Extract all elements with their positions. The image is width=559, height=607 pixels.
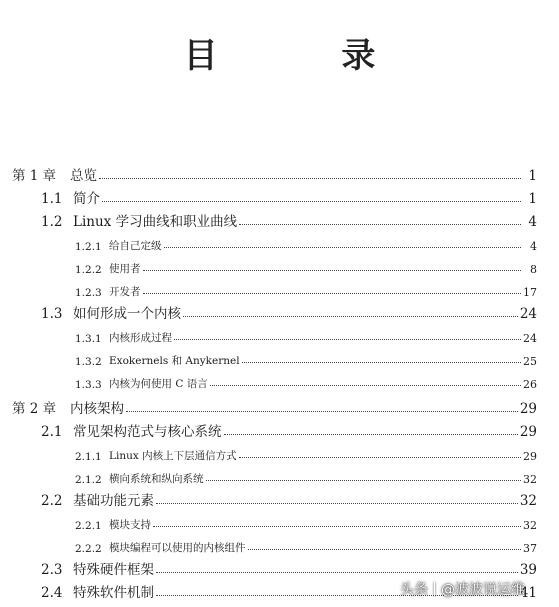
page-title: 目 录	[183, 36, 432, 76]
toc-entry-label: 模块支持	[109, 519, 151, 531]
toc-entry-label: Linux 内核上下层通信方式	[109, 450, 237, 462]
toc-entry-page: 4	[530, 240, 537, 253]
toc-entry-page: 37	[523, 542, 537, 555]
toc-entry-chapter	[0, 395, 559, 417]
toc-entry-section	[0, 556, 559, 578]
dot-leader	[239, 224, 521, 225]
dot-leader	[206, 480, 522, 481]
toc-entry-section	[0, 185, 559, 207]
dot-leader	[164, 247, 522, 248]
toc-entry-number: 第 1 章	[12, 168, 57, 184]
toc-entry-chapter	[0, 162, 559, 184]
toc-entry-subsection	[0, 254, 559, 276]
toc-entry-page: 1	[528, 168, 537, 184]
toc-entry-section	[0, 208, 559, 230]
dot-leader	[248, 549, 522, 550]
toc-entry-label: 给自己定级	[109, 240, 162, 252]
toc-entry-subsection	[0, 533, 559, 555]
toc-entry-page: 24	[523, 332, 537, 345]
toc-entry-page: 1	[528, 191, 537, 207]
dot-leader	[210, 385, 521, 386]
toc-entry-number: 1.2	[41, 214, 63, 230]
toc-entry-number: 1.2.3	[75, 287, 102, 299]
toc-entry-section	[0, 487, 559, 509]
toc-entry-subsection	[0, 464, 559, 486]
toc-entry-page: 39	[519, 562, 537, 578]
toc-entry-page: 29	[523, 450, 537, 463]
toc-entry-label: 内核为何使用 C 语言	[109, 378, 208, 390]
toc-entry-number: 2.3	[41, 562, 63, 578]
watermark	[400, 579, 525, 599]
toc-entry-label: 常见架构范式与核心系统	[73, 424, 222, 440]
toc-entry-number: 1.3.2	[75, 356, 102, 368]
dot-leader	[143, 293, 522, 294]
toc-entry-page: 25	[523, 355, 537, 368]
toc-entry-subsection	[0, 346, 559, 368]
toc-entry-label: 内核形成过程	[109, 332, 172, 344]
toc-entry-label: 特殊硬件框架	[73, 562, 154, 578]
toc-entry-page: 41	[519, 585, 537, 601]
toc-entry-subsection	[0, 277, 559, 299]
toc-entry-page: 29	[519, 401, 537, 417]
dot-leader	[224, 434, 518, 435]
toc-entry-page: 29	[519, 424, 537, 440]
toc-entry-number: 2.1.1	[75, 451, 102, 463]
toc-entry-label: 开发者	[109, 286, 141, 298]
toc-entry-page: 24	[519, 306, 537, 322]
toc-entry-subsection	[0, 441, 559, 463]
toc-entry-label: 简介	[73, 191, 100, 207]
toc-entry-number: 1.3.3	[75, 379, 102, 391]
toc-entry-label: 模块编程可以使用的内核组件	[109, 542, 246, 554]
toc-entry-page: 17	[523, 286, 537, 299]
toc-entry-number: 2.2.2	[75, 543, 102, 555]
watermark-author: @波波说运维	[441, 582, 525, 598]
toc-entry-label: 使用者	[109, 263, 141, 275]
toc-entry-page: 32	[523, 473, 537, 486]
dot-leader	[99, 178, 521, 179]
toc-entry-number: 1.2.2	[75, 264, 102, 276]
toc-entry-number: 1.3	[41, 306, 63, 322]
toc-entry-number: 2.2.1	[75, 520, 102, 532]
toc-entry-label: Linux 学习曲线和职业曲线	[73, 214, 238, 230]
dot-leader	[239, 457, 521, 458]
watermark-source: 头条	[400, 582, 428, 598]
dot-leader	[183, 316, 518, 317]
toc-entry-subsection	[0, 231, 559, 253]
toc-entry-section	[0, 418, 559, 440]
toc-entry-number: 1.3.1	[75, 333, 102, 345]
toc-entry-page: 32	[519, 493, 537, 509]
dot-leader	[102, 201, 521, 202]
dot-leader	[126, 411, 518, 412]
toc-entry-label: 如何形成一个内核	[73, 306, 181, 322]
dot-leader	[174, 339, 521, 340]
toc-entry-subsection	[0, 510, 559, 532]
toc-entry-number: 1.2.1	[75, 241, 102, 253]
toc-entry-page: 32	[523, 519, 537, 532]
dot-leader	[153, 526, 521, 527]
toc-entry-label: 总览	[70, 168, 97, 184]
toc-entry-subsection	[0, 369, 559, 391]
toc-entry-number: 2.2	[41, 493, 63, 509]
toc-entry-section	[0, 300, 559, 322]
toc-entry-label: Exokernels 和 Anykernel	[109, 355, 240, 367]
toc-entry-number: 2.1	[41, 424, 63, 440]
toc-entry-label: 内核架构	[70, 401, 124, 417]
toc-entry-label: 基础功能元素	[73, 493, 154, 509]
toc-entry-number: 2.1.2	[75, 474, 102, 486]
dot-leader	[156, 503, 518, 504]
toc-entry-page: 26	[523, 378, 537, 391]
watermark-separator	[434, 582, 435, 596]
dot-leader	[156, 572, 518, 573]
toc-entry-page: 8	[530, 263, 537, 276]
dot-leader	[143, 270, 522, 271]
toc-entry-label: 横向系统和纵向系统	[109, 473, 204, 485]
toc-entry-number: 1.1	[41, 191, 63, 207]
dot-leader	[242, 362, 521, 363]
toc-entry-subsection	[0, 323, 559, 345]
toc-entry-label: 特殊软件机制	[73, 585, 154, 601]
toc-entry-number: 第 2 章	[12, 401, 57, 417]
toc-entry-number: 2.4	[41, 585, 63, 601]
toc-entry-page: 4	[528, 214, 537, 230]
